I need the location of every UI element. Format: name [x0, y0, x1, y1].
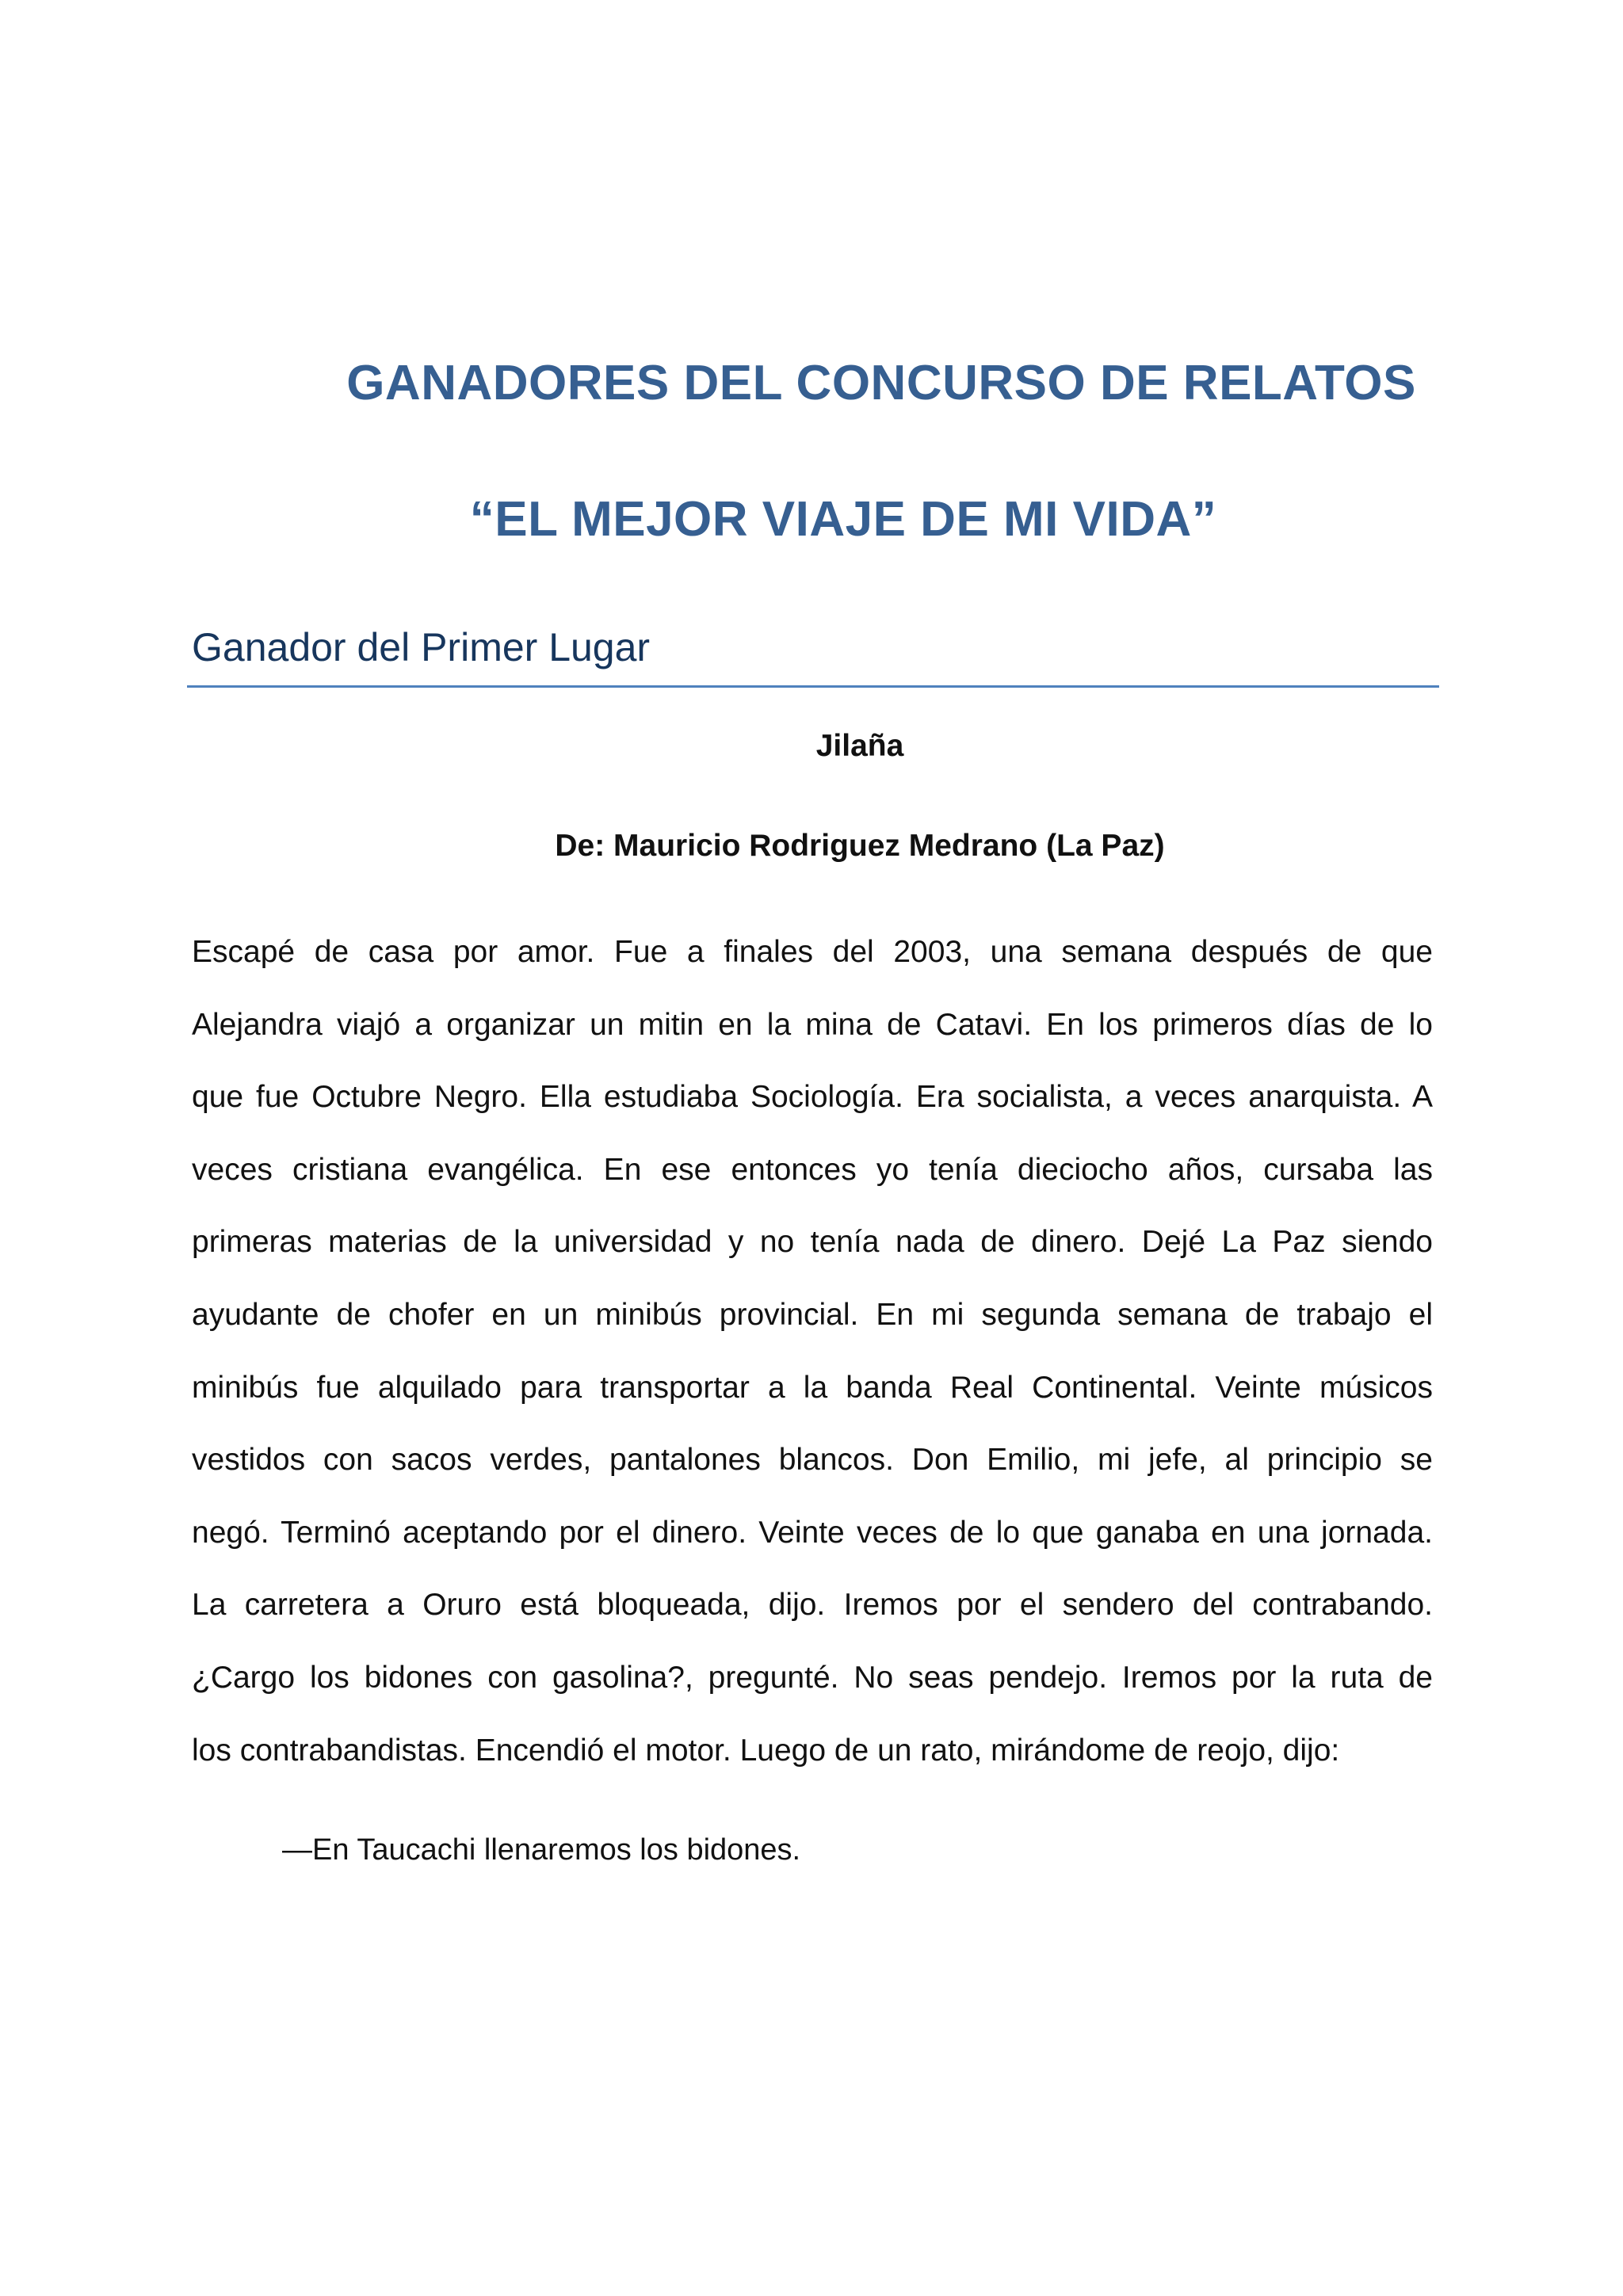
body-line: ¿Cargo los bidones con gasolina?, pregunté. No seas pendejo. Iremos por la ruta de — [192, 1660, 1433, 1695]
body-line: los contrabandistas. Encendió el motor. Luego de un rato, mirándome de reojo, dijo: — [192, 1733, 1340, 1768]
section-divider — [187, 685, 1439, 688]
body-line: minibús fue alquilado para transportar a la banda Real Continental. Veinte músicos — [192, 1370, 1433, 1405]
dialogue-line: —En Taucachi llenaremos los bidones. — [282, 1833, 801, 1867]
body-line: primeras materias de la universidad y no tenía nada de dinero. Dejé La Paz siendo — [192, 1225, 1433, 1260]
body-line: veces cristiana evangélica. En ese entonces yo tenía dieciocho años, cursaba las — [192, 1152, 1433, 1187]
body-line: Alejandra viajó a organizar un mitin en la mina de Catavi. En los primeros días de lo — [192, 1007, 1433, 1042]
body-line: ayudante de chofer en un minibús provincial. En mi segunda semana de trabajo el — [192, 1297, 1433, 1332]
story-body — [192, 929, 1433, 1799]
body-line: La carretera a Oruro está bloqueada, dijo. Iremos por el sendero del contrabando. — [192, 1588, 1433, 1623]
section-heading: Ganador del Primer Lugar — [192, 625, 651, 669]
story-author: De: Mauricio Rodriguez Medrano (La Paz) — [555, 829, 1165, 863]
document-title-line-2: “EL MEJOR VIAJE DE MI VIDA” — [469, 492, 1217, 547]
story-title: Jilaña — [815, 729, 904, 763]
document-title-line-1: GANADORES DEL CONCURSO DE RELATOS — [346, 356, 1416, 410]
body-line: que fue Octubre Negro. Ella estudiaba Sociología. Era socialista, a veces anarquista. A — [192, 1080, 1433, 1115]
body-line: Escapé de casa por amor. Fue a finales del 2003, una semana después de que — [192, 935, 1433, 969]
body-line: vestidos con sacos verdes, pantalones blancos. Don Emilio, mi jefe, al principio se — [192, 1443, 1433, 1478]
body-line: negó. Terminó aceptando por el dinero. Veinte veces de lo que ganaba en una jornada. — [192, 1515, 1433, 1550]
